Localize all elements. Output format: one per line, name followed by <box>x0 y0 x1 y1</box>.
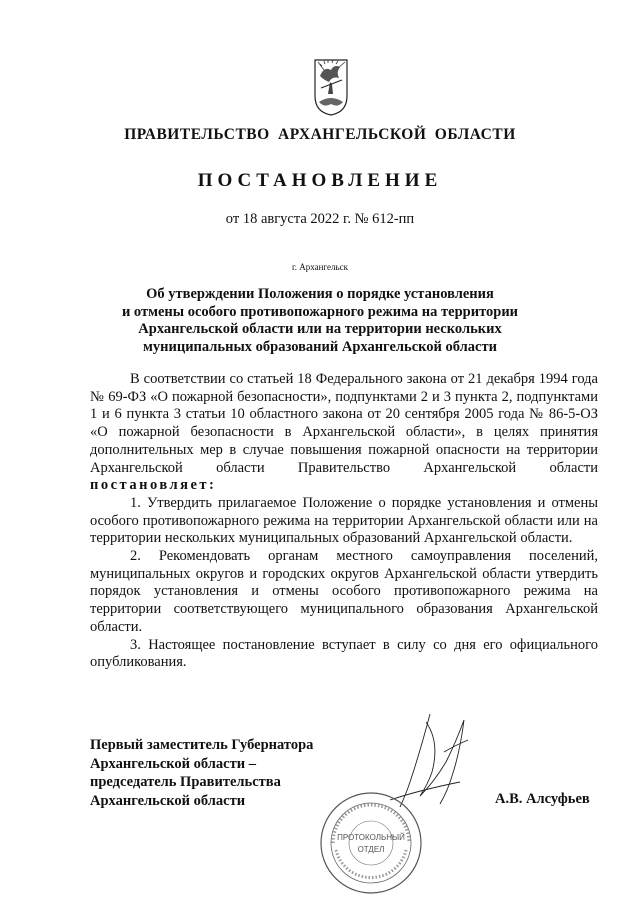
organization-name: ПРАВИТЕЛЬСТВО АРХАНГЕЛЬСКОЙ ОБЛАСТИ <box>124 126 516 143</box>
document-type: ПОСТАНОВЛЕНИЕ <box>197 170 443 191</box>
official-stamp <box>318 790 424 896</box>
signatory-position <box>90 736 313 810</box>
signatory-line: Архангельской области – <box>90 755 256 772</box>
signatory-line: Архангельской области <box>90 792 246 809</box>
title-line: Архангельской области или на территории нескольких <box>138 321 502 337</box>
title-line: муниципальных образований Архангельской области <box>143 338 497 355</box>
signatory-line: председатель Правительства <box>90 774 281 790</box>
title-line: и отмены особого противопожарного режима на территории <box>121 303 519 320</box>
signatory-name: А.В. Алсуфьев <box>495 791 590 807</box>
preamble-text: В соответствии со статьей 18 Федерального закона от 21 декабря 1994 года № 69-ФЗ «О пожарной безопасности», подпунктами 2 и 3 пункта 2, подпунктами 1 и 6 пункта 3 статьи 10 областного закона от 20 сентября 2005 года № 86-5-ОЗ «О пожарной безопасности в Архангельской области», в целях принятия дополнительных мер в случае повышения пожарной опасности на территории Архангельской области Правительство Архангельской области <box>90 371 598 476</box>
preamble-paragraph <box>90 371 598 495</box>
stamp-text-line: ОТДЕЛ <box>357 845 385 854</box>
document-body <box>90 371 598 672</box>
document-date-number: от 18 августа 2022 г. № 612-пп <box>225 211 415 227</box>
item-3: 3. Настоящее постановление вступает в силу со дня его официального опубликования. <box>90 636 598 671</box>
document-city: г. Архангельск <box>292 262 348 272</box>
signatory-line: Первый заместитель Губернатора <box>90 737 314 753</box>
resolves-word: постановляет: <box>90 477 217 494</box>
item-2: 2. Рекомендовать органам местного самоуправления поселений, муниципальных округов и городских округов Архангельской области утвердить порядок установления и отмены особого противопожарного режима на территории соответствующего муниципального образования Архангельской области. <box>90 548 598 635</box>
coat-of-arms-icon <box>312 58 350 116</box>
item-1: 1. Утвердить прилагаемое Положение о порядке установления и отмены особого противопожарного режима на территории Архангельской области или на территории нескольких муниципальных образований Архангельской области. <box>90 494 598 547</box>
stamp-text-line: ПРОТОКОЛЬНЫЙ <box>337 833 405 842</box>
title-line: Об утверждении Положения о порядке установления <box>146 286 494 302</box>
document-title <box>90 286 550 356</box>
